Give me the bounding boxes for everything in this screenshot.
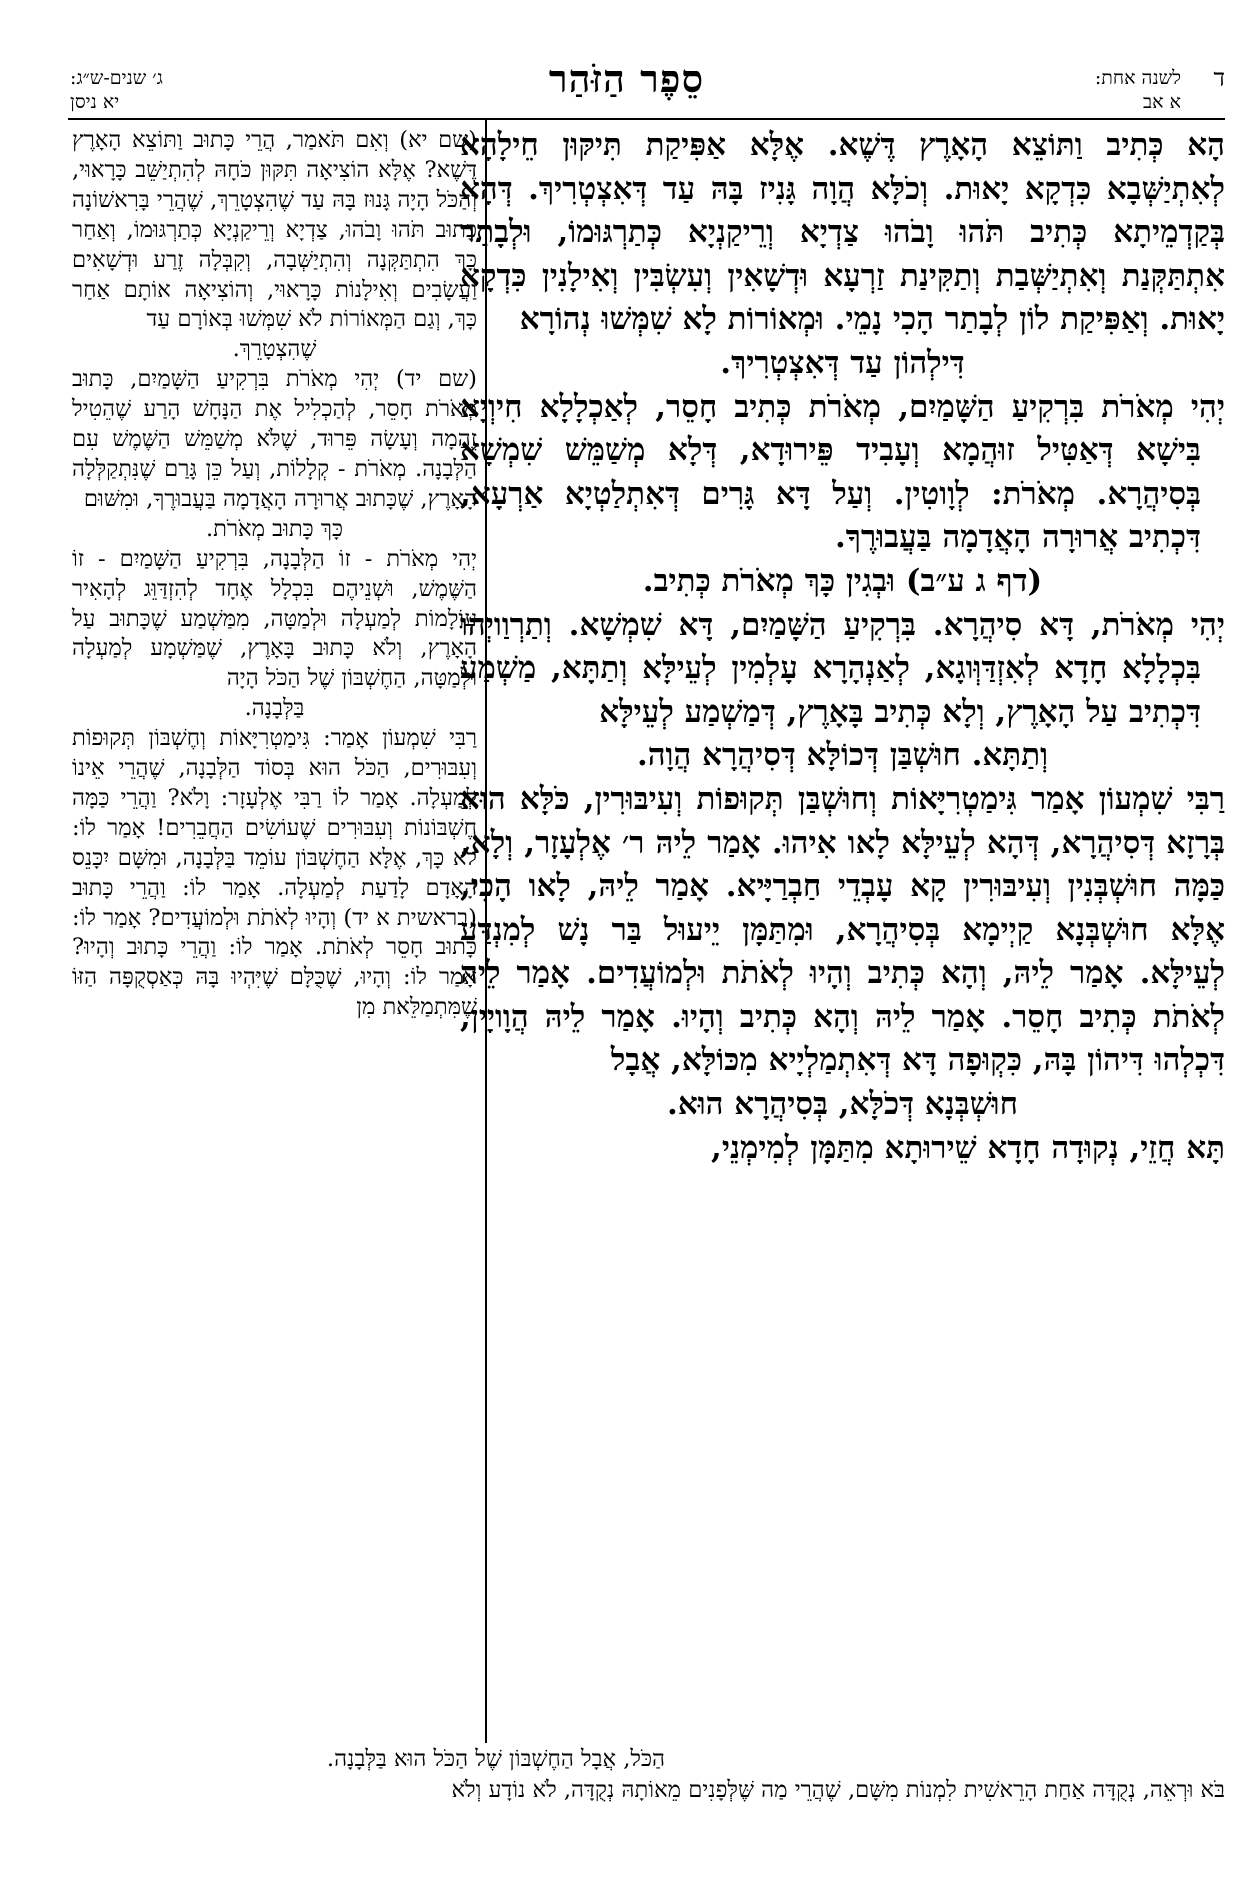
schedule-one-year: לשנה אחת:	[1094, 67, 1181, 89]
bottom-line: הַכֹּל, אֲבָל הַחֶשְׁבּוֹן שֶׁל הַכֹּל הוּא בַּלְּבָנָה.	[326, 1746, 665, 1772]
page-title: סֵפֶר הַזֹּהַר	[548, 56, 705, 101]
side-paragraph: יְהִי מְאֹרֹת - זוֹ הַלְּבָנָה, בִּרְקִיעַ הַשָּׁמַיִם - זוֹ הַשֶּׁמֶשׁ, וּשְׁנֵיהֶם בִּכְלָל אֶחָד לְהִזְדַּוֵּג לְהָאִיר עוֹלָמוֹת לְמַעְלָה וּלְמַטָּה, מִמַּשְׁמַע שֶׁכָּתוּב עַל הָאָרֶץ, וְלֹא כָּתוּב בָּאָרֶץ, שֶׁמַּשְׁמָע לְמַעְלָה וּלְמַטָּה, הַחֶשְׁבּוֹן שֶׁל הַכֹּל הָיָה	[72, 545, 477, 692]
side-paragraph: רַבִּי שִׁמְעוֹן אָמַר: גִּימַטְרִיָּאוֹת וְחֶשְׁבּוֹן תְּקוּפוֹת וְעִבּוּרִים, הַכֹּל הוּא בְּסוֹד הַלְּבָנָה, שֶׁהֲרֵי אֵינוֹ לְמַעְלָה. אָמַר לוֹ רַבִּי אֶלְעָזָר: וָלֹא? וַהֲרֵי כַּמָּה חֶשְׁבּוֹנוֹת וְעִבּוּרִים שֶׁעוֹשִׂים הַחֲבֵרִים! אָמַר לוֹ: לֹא כָּךְ, אֶלָּא הַחֶשְׁבּוֹן עוֹמֵד בַּלְּבָנָה, וּמִשָּׁם יִכָּנֵס הָאָדָם לָדַעַת לְמַעְלָה. אָמַר לוֹ: וַהֲרֵי כָּתוּב (בראשית א יד) וְהָיוּ לְאֹתֹת וּלְמוֹעֲדִים? אָמַר לוֹ: כָּתוּב חָסֵר לְאֹתֹת. אָמַר לוֹ: וַהֲרֵי כָּתוּב וְהָיוּ? אָמַר לוֹ: וְהָיוּ, שֶׁכֻּלָּם שֶׁיִּהְיוּ בָּהּ כְּאַסְקֻפָּה הַזּוֹ שֶׁמִּתְמַלֵּאת מִן	[72, 725, 477, 1021]
header-rule	[68, 118, 1225, 120]
side-paragraph: (שם יא) וְאִם תֹּאמַר, הֲרֵי כָּתוּב וַתּוֹצֵא הָאָרֶץ דֶּשֶׁא? אֶלָּא הוֹצִיאָה תִּקּוּן כֹּחָהּ לְהִתְיַשֵּׁב כָּרָאוּי, וְהַכֹּל הָיָה גָּנוּז בָּהּ עַד שֶׁהִצְטָרֵךְ, שֶׁהֲרֵי בָּרִאשׁוֹנָה כָּתוּב תֹּהוּ וָבֹהוּ, צַדְיָא וְרֵיקַנְיָא כְּתַרְגּוּמוֹ, וְאַחַר כָּךְ הִתְתַּקְּנָה וְהִתְיַשְּׁבָה, וְקִבְּלָה זֶרַע וּדְשָׁאִים וַעֲשָׂבִים וְאִילָנוֹת כָּרָאוּי, וְהוֹצִיאָה אוֹתָם אַחַר כָּךְ, וְגַם הַמְּאוֹרוֹת לֹא שִׁמְּשׁוּ בְּאוֹרָם עַד	[72, 127, 477, 333]
main-paragraph: יְהִי מְאֹרֹת, דָּא סִיהֲרָא. בִּרְקִיעַ הַשָּׁמַיִם, דָּא שִׁמְשָׁא. וְתַרְוַויְהוּ בִּכְלָלָא חָדָא לְאִזְדַּוְּוגָא, לְאַנְהָרָא עָלְמִין לְעֵילָּא וְתַתָּא, מַשְׁמַע דִּכְתִיב עַל הָאָרֶץ, וְלָא כְּתִיב בָּאָרֶץ, דְּמַשְׁמַע לְעֵילָּא	[460, 606, 1225, 730]
main-paragraph: (דף ג ע״ב) וּבְגִין כָּךְ מְאֹרֹת כְּתִיב.	[642, 562, 1043, 599]
main-paragraph: חוּשְׁבְּנָא דְּכֹלָּא, בְּסִיהֲרָא הוּא.	[667, 1086, 1018, 1123]
main-aramaic-column	[460, 124, 1225, 1170]
schedule-one-year-date: א אב	[1143, 91, 1181, 113]
bottom-translation	[64, 1744, 1225, 1806]
main-paragraph: יְהִי מְאֹרֹת בִּרְקִיעַ הַשָּׁמַיִם, מְאֹרֹת כְּתִיב חָסֵר, לְאַכְלָלָא חִיוְיָא בִּישָׁא דְּאַטִּיל זוּהֲמָא וְעָבִיד פֵּירוּדָא, דְּלָא מְשַׁמֵּשׁ שִׁמְשָׁא בְּסִיהֲרָא. מְאֹרֹת: לְוָוטִין. וְעַל דָּא גָּרִים דְּאִתְלַטְיָא אַרְעָא, דִּכְתִיב אֲרוּרָה הָאֲדָמָה בַּעֲבוּרֶךָ.	[460, 388, 1225, 556]
main-paragraph: דִּילְהוֹן עַד דְּאִצְטְרִיךְ.	[720, 344, 965, 381]
bottom-line: בֹּא וּרְאֵה, נְקֻדָּה אַחַת הָרֵאשִׁית לִמְנוֹת מִשָּׁם, שֶׁהֲרֵי מַה שֶּׁלְּפָנִים מֵאוֹתָהּ נְקֻדָּה, לֹא נוֹדָע וְלֹא	[451, 1777, 1225, 1803]
side-paragraph: (שם יד) יְהִי מְאֹרֹת בִּרְקִיעַ הַשָּׁמַיִם, כָּתוּב מְאֹרֹת חָסֵר, לְהַכְלִיל אֶת הַנָּחָשׁ הָרַע שֶׁהֵטִיל זֻהֲמָה וְעָשָׂה פֵּרוּד, שֶׁלֹּא מְשַׁמֵּשׁ הַשֶּׁמֶשׁ עִם הַלְּבָנָה. מְאֹרֹת - קְלָלוֹת, וְעַל כֵּן גָּרַם שֶׁנִּתְקַלְּלָה הָאָרֶץ, שֶׁכָּתוּב אֲרוּרָה הָאֲדָמָה בַּעֲבוּרֶךָ, וּמִשּׁוּם	[72, 366, 477, 512]
header-left	[70, 66, 330, 114]
hebrew-translation-column	[72, 126, 477, 1023]
side-paragraph: שֶׁהִצְטָרֵךְ.	[232, 336, 317, 363]
page-letter: ד	[1213, 64, 1225, 92]
main-paragraph: תָּא חֲזֵי, נְקוּדָה חָדָא שֵׁירוּתָא מִתַּמָּן לְמִימְנֵי,	[711, 1129, 1225, 1166]
main-paragraph: וְתַתָּא. חוּשְׁבַּן דְּכוֹלָּא דְּסִיהֲרָא הֲוָה.	[636, 737, 1049, 774]
main-paragraph: הָא כְּתִיב וַתּוֹצֵא הָאָרֶץ דֶּשֶׁא. אֶלָּא אַפִּיקַת תִּיקּוּן חֵילָהָא לְאִתְיַשְּׁבָא כִּדְקָא יָאוּת. וְכֹלָּא הֲוָה גָּנִיז בָּהּ עַד דְּאִצְטְרִיךְ. דְּהָא בְּקַדְמֵיתָא כְּתִיב תֹּהוּ וָבֹהוּ צַדְיָא וְרֵיקַנְיָא כְּתַרְגּוּמוֹ, וּלְבָתַר אִתְתַּקְּנַת וְאִתְיַשְּׁבַת וְתַקִּינַת זַרְעָא וּדְשָׁאִין וְעִשְׂבִּין וְאִילָנִין כִּדְקָא יָאוּת. וְאַפִּיקַת לוֹן לְבָתַר הָכִי נָמֵי. וּמְאוֹרוֹת לָא שִׁמְּשׁוּ נְהוֹרָא	[460, 127, 1225, 338]
schedule-three-years: ג׳ שנים-ש״ג:	[70, 67, 163, 89]
side-paragraph: בַּלְּבָנָה.	[244, 695, 305, 722]
schedule-three-years-date: יא ניסן	[70, 91, 120, 113]
side-paragraph: כָּךְ כָּתוּב מְאֹרֹת.	[205, 515, 343, 542]
main-paragraph: רַבִּי שִׁמְעוֹן אָמַר גִּימַטְרִיָּאוֹת וְחוּשְׁבַּן תְּקוּפוֹת וְעִיבּוּרִין, כֹּלָּא הוּא בְּרָזָא דְּסִיהֲרָא, דְּהָא לְעֵילָּא לָאו אִיהוּ. אָמַר לֵיהּ ר׳ אֶלְעָזָר, וְלָא, כַּמָּה חוּשְׁבְּנִין וְעִיבּוּרִין קָא עָבְדֵי חַבְרַיָּיא. אָמַר לֵיהּ, לָאו הָכִי, אֶלָּא חוּשְׁבְּנָא קַיְימָא בְּסִיהֲרָא, וּמִתַּמָּן יֵיעוּל בַּר נָשׁ לְמִנְדַּע לְעֵילָּא. אָמַר לֵיהּ, וְהָא כְּתִיב וְהָיוּ לְאֹתֹת וּלְמוֹעֲדִים. אָמַר לֵיהּ לְאֹתֹת כְּתִיב חָסֵר. אָמַר לֵיהּ וְהָא כְּתִיב וְהָיוּ. אָמַר לֵיהּ הֲוָויָין, דִּכְלְהוּ דִּיהוֹן בָּהּ, כִּקְוּפָה דָּא דְּאִתְמַלְיָיא מִכּוֹלָּא, אֲבָל	[460, 780, 1225, 1079]
